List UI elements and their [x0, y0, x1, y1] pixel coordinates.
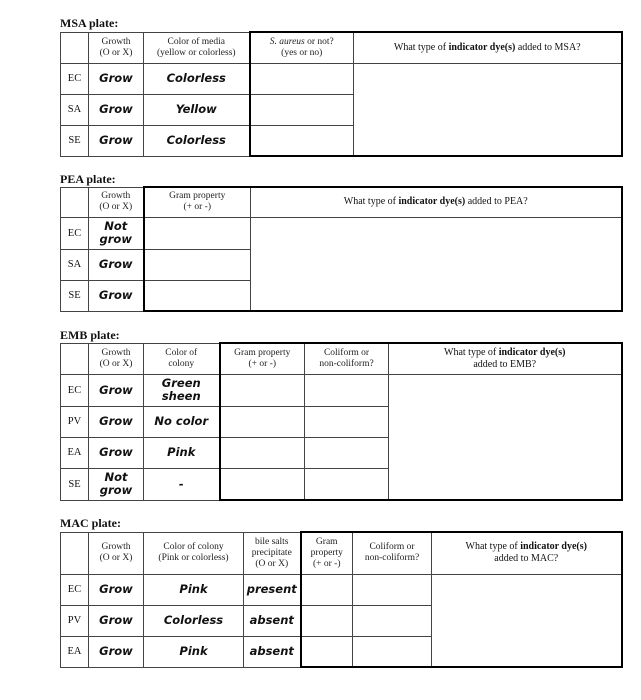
pea-gram-answer[interactable] [144, 280, 251, 311]
mac-colony-header: Color of colony (Pink or colorless) [144, 532, 244, 574]
emb-row-label: EC [61, 374, 89, 406]
mac-gram-header: Gram property (+ or -) [301, 532, 353, 574]
mac-growth-header: Growth (O or X) [89, 532, 144, 574]
msa-media-header: Color of media (yellow or colorless) [144, 32, 250, 63]
pea-question-answer[interactable] [251, 217, 622, 311]
emb-gram-answer[interactable] [220, 406, 305, 437]
emb-colony-cell: No color [144, 406, 220, 437]
emb-coliform-answer[interactable] [305, 468, 389, 500]
emb-growth-cell: Grow [89, 437, 144, 468]
emb-colony-cell: - [144, 468, 220, 500]
pea-gram-answer[interactable] [144, 217, 251, 249]
mac-coliform-header: Coliform or non-coliform? [353, 532, 432, 574]
msa-corner [61, 32, 89, 63]
mac-row-label: EA [61, 636, 89, 667]
mac-question-answer[interactable] [432, 574, 622, 667]
mac-coliform-answer[interactable] [353, 574, 432, 605]
pea-corner [61, 187, 89, 217]
mac-bile-cell: present [244, 574, 301, 605]
msa-row-label: SE [61, 125, 89, 156]
msa-table [60, 31, 623, 157]
mac-growth-cell: Grow [89, 574, 144, 605]
msa-aureus-header: S. aureus or not? (yes or no) [250, 32, 354, 63]
emb-row-label: PV [61, 406, 89, 437]
emb-colony-header: Color of colony [144, 343, 220, 374]
mac-growth-cell: Grow [89, 636, 144, 667]
mac-bile-cell: absent [244, 636, 301, 667]
pea-title: PEA plate: [60, 172, 116, 186]
mac-coliform-answer[interactable] [353, 636, 432, 667]
mac-colony-cell: Colorless [144, 605, 244, 636]
pea-gram-answer[interactable] [144, 249, 251, 280]
pea-row-label: EC [61, 217, 89, 249]
pea-growth-cell: Grow [89, 280, 144, 311]
emb-growth-cell: Grow [89, 374, 144, 406]
msa-aureus-answer[interactable] [250, 125, 354, 156]
mac-question: What type of indicator dye(s) added to MAC? [432, 532, 622, 574]
mac-row-label: PV [61, 605, 89, 636]
emb-growth-cell: Not grow [89, 468, 144, 500]
mac-bile-cell: absent [244, 605, 301, 636]
pea-table [60, 186, 623, 312]
emb-gram-answer[interactable] [220, 468, 305, 500]
msa-title: MSA plate: [60, 16, 119, 30]
mac-coliform-answer[interactable] [353, 605, 432, 636]
pea-gram-header: Gram property (+ or -) [144, 187, 251, 217]
msa-aureus-answer[interactable] [250, 63, 354, 94]
emb-colony-cell: Green sheen [144, 374, 220, 406]
mac-title: MAC plate: [60, 516, 121, 530]
emb-question-answer[interactable] [389, 374, 622, 500]
mac-table [60, 531, 623, 668]
emb-table [60, 342, 623, 501]
emb-growth-cell: Grow [89, 406, 144, 437]
emb-gram-answer[interactable] [220, 437, 305, 468]
mac-colony-cell: Pink [144, 636, 244, 667]
pea-growth-cell: Grow [89, 249, 144, 280]
emb-coliform-answer[interactable] [305, 374, 389, 406]
pea-question: What type of indicator dye(s) added to PEA? [251, 187, 622, 217]
emb-title: EMB plate: [60, 328, 120, 342]
msa-media-cell: Colorless [144, 63, 250, 94]
mac-gram-answer[interactable] [301, 605, 353, 636]
pea-growth-cell: Not grow [89, 217, 144, 249]
msa-growth-cell: Grow [89, 63, 144, 94]
emb-row-label: SE [61, 468, 89, 500]
emb-corner [61, 343, 89, 374]
emb-coliform-answer[interactable] [305, 437, 389, 468]
msa-question-answer[interactable] [354, 63, 622, 156]
msa-media-cell: Colorless [144, 125, 250, 156]
emb-gram-header: Gram property (+ or -) [220, 343, 305, 374]
mac-gram-answer[interactable] [301, 636, 353, 667]
msa-growth-cell: Grow [89, 125, 144, 156]
pea-growth-header: Growth (O or X) [89, 187, 144, 217]
msa-growth-cell: Grow [89, 94, 144, 125]
emb-row-label: EA [61, 437, 89, 468]
mac-row-label: EC [61, 574, 89, 605]
emb-colony-cell: Pink [144, 437, 220, 468]
msa-row-label: EC [61, 63, 89, 94]
mac-gram-answer[interactable] [301, 574, 353, 605]
emb-coliform-header: Coliform or non-coliform? [305, 343, 389, 374]
pea-row-label: SA [61, 249, 89, 280]
msa-question: What type of indicator dye(s) added to MSA? [354, 32, 622, 63]
mac-growth-cell: Grow [89, 605, 144, 636]
mac-corner [61, 532, 89, 574]
emb-gram-answer[interactable] [220, 374, 305, 406]
emb-question: What type of indicator dye(s) added to EMB? [389, 343, 622, 374]
mac-bile-header: bile salts precipitate (O or X) [244, 532, 301, 574]
msa-aureus-answer[interactable] [250, 94, 354, 125]
emb-coliform-answer[interactable] [305, 406, 389, 437]
msa-media-cell: Yellow [144, 94, 250, 125]
msa-growth-header: Growth (O or X) [89, 32, 144, 63]
pea-row-label: SE [61, 280, 89, 311]
mac-colony-cell: Pink [144, 574, 244, 605]
emb-growth-header: Growth (O or X) [89, 343, 144, 374]
msa-row-label: SA [61, 94, 89, 125]
